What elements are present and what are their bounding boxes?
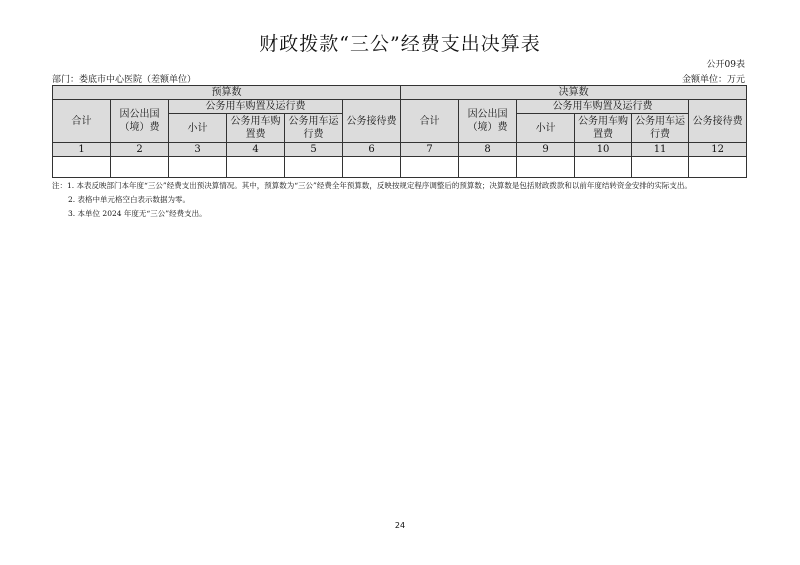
budget-vehicle-group-header: 公务用车购置及运行费 bbox=[169, 100, 343, 114]
table-cell bbox=[632, 157, 689, 178]
table-cell bbox=[517, 157, 575, 178]
expense-table bbox=[52, 85, 747, 178]
column-number: 11 bbox=[632, 143, 689, 157]
final-group-header: 决算数 bbox=[401, 86, 747, 100]
budget-total-header: 合计 bbox=[53, 100, 111, 143]
note-2: 2. 表格中单元格空白表示数据为零。 bbox=[68, 195, 191, 204]
column-number: 2 bbox=[111, 143, 169, 157]
column-number: 4 bbox=[227, 143, 285, 157]
budget-subtotal-header: 小计 bbox=[169, 114, 227, 143]
table-row bbox=[53, 157, 747, 178]
budget-group-header: 预算数 bbox=[53, 86, 401, 100]
column-number: 8 bbox=[459, 143, 517, 157]
form-code: 公开09表 bbox=[706, 60, 745, 70]
page-title: 财政拨款“三公”经费支出决算表 bbox=[259, 33, 541, 55]
department-label: 部门：娄底市中心医院（差额单位） bbox=[52, 75, 197, 85]
budget-abroad-header: 因公出国（境）费 bbox=[111, 100, 169, 143]
column-number: 3 bbox=[169, 143, 227, 157]
budget-vehicle-purchase-header: 公务用车购置费 bbox=[227, 114, 285, 143]
page-number: 24 bbox=[394, 521, 406, 530]
table-cell bbox=[53, 157, 111, 178]
final-vehicle-purchase-header: 公务用车购置费 bbox=[575, 114, 632, 143]
table-cell bbox=[169, 157, 227, 178]
table-cell bbox=[343, 157, 401, 178]
table-cell bbox=[575, 157, 632, 178]
table-cell bbox=[689, 157, 747, 178]
table-cell bbox=[401, 157, 459, 178]
column-number: 5 bbox=[285, 143, 343, 157]
final-reception-header: 公务接待费 bbox=[689, 100, 747, 143]
table-cell bbox=[459, 157, 517, 178]
table-cell bbox=[227, 157, 285, 178]
column-number: 1 bbox=[53, 143, 111, 157]
budget-vehicle-operation-header: 公务用车运行费 bbox=[285, 114, 343, 143]
notes bbox=[52, 180, 752, 219]
final-vehicle-group-header: 公务用车购置及运行费 bbox=[517, 100, 689, 114]
note-3: 3. 本单位 2024 年度无“三公”经费支出。 bbox=[68, 209, 207, 218]
table-cell bbox=[285, 157, 343, 178]
column-number: 9 bbox=[517, 143, 575, 157]
column-number: 10 bbox=[575, 143, 632, 157]
final-subtotal-header: 小计 bbox=[517, 114, 575, 143]
final-vehicle-operation-header: 公务用车运行费 bbox=[632, 114, 689, 143]
column-number: 12 bbox=[689, 143, 747, 157]
final-total-header: 合计 bbox=[401, 100, 459, 143]
unit-label: 金额单位：万元 bbox=[681, 75, 745, 85]
column-number: 7 bbox=[401, 143, 459, 157]
budget-reception-header: 公务接待费 bbox=[343, 100, 401, 143]
column-number: 6 bbox=[343, 143, 401, 157]
final-abroad-header: 因公出国（境）费 bbox=[459, 100, 517, 143]
note-1: 注：1. 本表反映部门本年度“三公”经费支出预决算情况。其中，预算数为“三公”经费全年预算数，反映按规定程序调整后的预算数；决算数是包括财政拨款和以前年度结转资金安排的实际支出。 bbox=[52, 181, 692, 190]
table-cell bbox=[111, 157, 169, 178]
